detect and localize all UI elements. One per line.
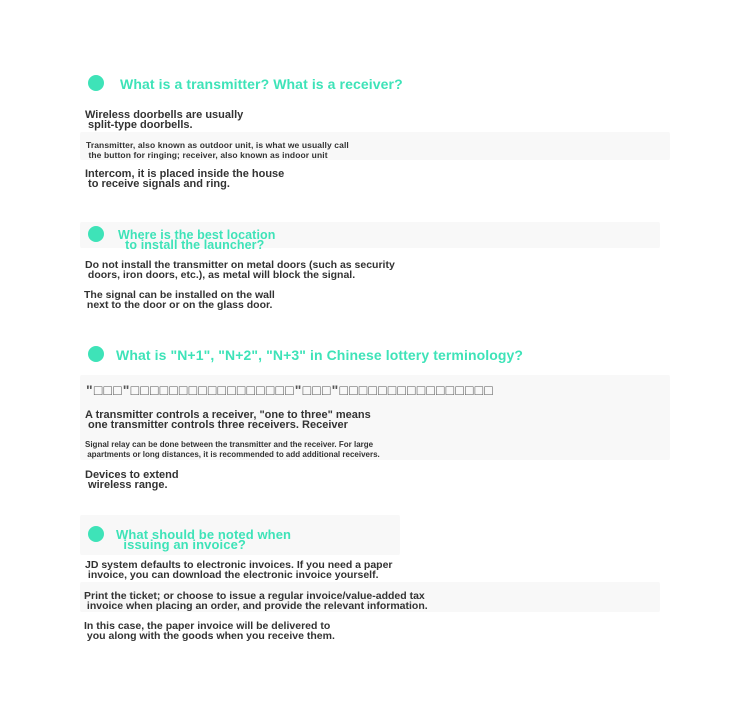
section-heading-invoice	[88, 526, 688, 556]
section-heading-text: What is "N+1", "N+2", "N+3" in Chinese lottery terminology?	[116, 347, 524, 363]
section-heading-transmitter-receiver	[88, 75, 688, 105]
section-heading-install-location	[88, 226, 688, 256]
bullet-dot-icon	[88, 226, 104, 242]
paragraph: JD system defaults to electronic invoices. If you need a paper invoice, you can download the electronic invoice yourself.	[85, 559, 393, 581]
section-heading-n-plus-terminology	[88, 346, 728, 376]
bullet-dot-icon	[88, 75, 104, 91]
paragraph: Devices to extend wireless range.	[85, 469, 179, 491]
section-heading-text: Where is the best location to install the launcher?	[118, 228, 276, 252]
section-heading-text: What should be noted when issuing an invoice?	[116, 527, 292, 552]
section-heading-text: What is a transmitter? What is a receiver?	[120, 76, 403, 92]
paragraph: Print the ticket; or choose to issue a regular invoice/value-added tax invoice when placing an order, and provide the relevant information.	[84, 590, 428, 612]
paragraph: Intercom, it is placed inside the house to receive signals and ring.	[85, 168, 285, 190]
paragraph-garbled-text: "□□□"□□□□□□□□□□□□□□□□□"□□□"□□□□□□□□□□□□□□□□	[86, 382, 494, 398]
bullet-dot-icon	[88, 526, 104, 542]
bullet-dot-icon	[88, 346, 104, 362]
paragraph: Do not install the transmitter on metal doors (such as security doors, iron doors, etc.), as metal will block the signal.	[85, 259, 395, 281]
paragraph: Wireless doorbells are usually split-type doorbells.	[85, 109, 244, 131]
paragraph: In this case, the paper invoice will be delivered to you along with the goods when you receive them.	[84, 620, 335, 642]
paragraph: A transmitter controls a receiver, "one to three" means one transmitter controls three receivers. Receiver	[85, 409, 371, 431]
paragraph: Signal relay can be done between the transmitter and the receiver. For large apartments or long distances, it is recommended to add additional receivers.	[85, 440, 380, 459]
paragraph: The signal can be installed on the wall next to the door or on the glass door.	[84, 289, 275, 311]
paragraph: Transmitter, also known as outdoor unit, is what we usually call the button for ringing; receiver, also known as indoor unit	[86, 140, 349, 160]
